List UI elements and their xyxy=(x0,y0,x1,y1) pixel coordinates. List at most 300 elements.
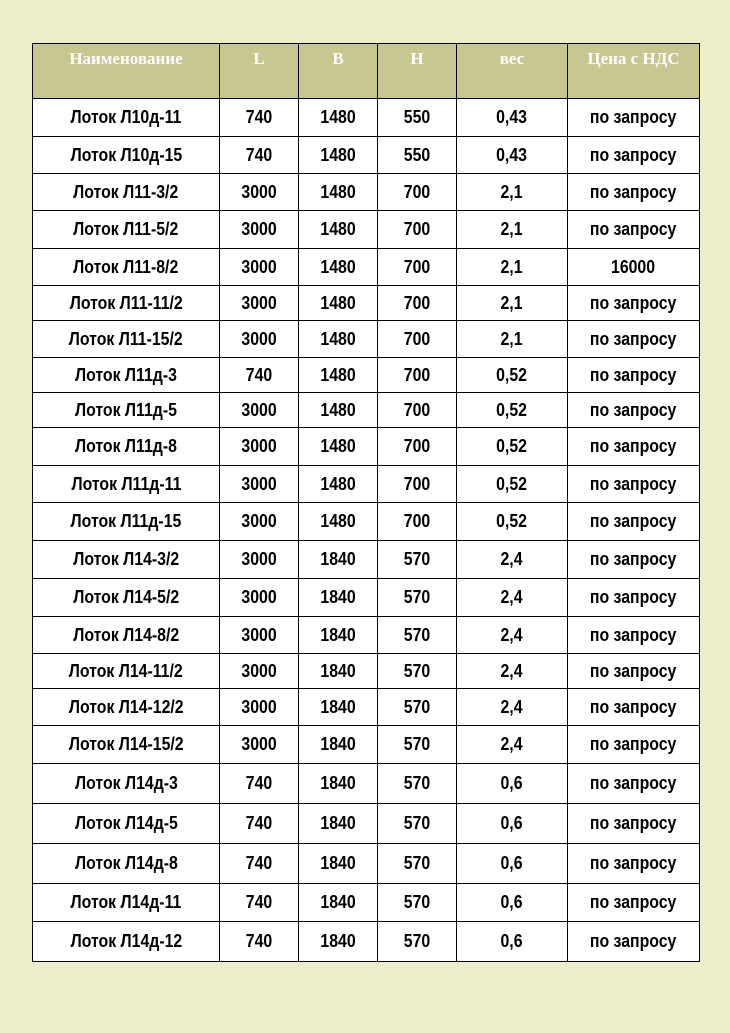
cell-length xyxy=(220,393,299,428)
table-header-row xyxy=(33,44,700,99)
cell-price xyxy=(568,211,700,249)
cell-weight xyxy=(457,393,568,428)
cell-name xyxy=(33,503,220,541)
cell-price-text: по запросу xyxy=(590,364,677,385)
cell-width xyxy=(299,884,378,922)
cell-width-text: 1480 xyxy=(320,219,356,239)
cell-height-text: 570 xyxy=(403,813,431,833)
cell-price xyxy=(568,503,700,541)
cell-height-text: 550 xyxy=(403,107,431,127)
cell-length xyxy=(220,321,299,358)
cell-name xyxy=(33,393,220,428)
cell-price xyxy=(568,286,700,321)
cell-length-text: 3000 xyxy=(241,473,277,494)
cell-height-text: 700 xyxy=(403,181,431,202)
cell-length xyxy=(220,503,299,541)
cell-height-text: 570 xyxy=(403,587,431,607)
cell-weight xyxy=(457,764,568,804)
cell-height-text: 570 xyxy=(403,931,431,951)
cell-price xyxy=(568,174,700,211)
cell-name xyxy=(33,358,220,393)
cell-length xyxy=(220,211,299,249)
cell-length-text: 3000 xyxy=(241,696,277,717)
table-row xyxy=(33,884,700,922)
cell-width-text: 1840 xyxy=(320,813,356,833)
cell-height xyxy=(378,922,457,962)
header-length: L xyxy=(220,44,299,99)
cell-height xyxy=(378,503,457,541)
cell-weight-text: 0,52 xyxy=(496,473,528,494)
cell-length-text: 3000 xyxy=(241,734,277,754)
cell-weight-text: 0,52 xyxy=(496,364,528,385)
cell-width-text: 1480 xyxy=(320,328,356,349)
cell-width-text: 1480 xyxy=(320,399,356,420)
cell-width-text: 1840 xyxy=(320,587,356,607)
cell-name-text: Лоток Л11д-5 xyxy=(75,399,177,420)
cell-price-text: по запросу xyxy=(590,773,677,793)
cell-height-text: 700 xyxy=(403,328,431,349)
cell-name-text: Лоток Л11-15/2 xyxy=(69,328,183,349)
cell-length xyxy=(220,174,299,211)
cell-width xyxy=(299,211,378,249)
cell-length xyxy=(220,286,299,321)
cell-name-text: Лоток Л11-5/2 xyxy=(73,219,179,239)
cell-width xyxy=(299,249,378,286)
cell-name xyxy=(33,137,220,174)
cell-price xyxy=(568,764,700,804)
cell-width xyxy=(299,804,378,844)
cell-height-text: 700 xyxy=(403,219,431,239)
cell-height xyxy=(378,617,457,654)
cell-price xyxy=(568,579,700,617)
cell-length xyxy=(220,922,299,962)
cell-length-text: 740 xyxy=(245,813,273,833)
cell-name-text: Лоток Л14д-11 xyxy=(70,892,182,912)
cell-name xyxy=(33,654,220,689)
cell-name-text: Лоток Л14-8/2 xyxy=(73,624,179,645)
cell-height xyxy=(378,211,457,249)
cell-length-text: 3000 xyxy=(241,181,277,202)
cell-price xyxy=(568,689,700,726)
cell-weight-text: 0,6 xyxy=(500,773,524,793)
cell-price-text: по запросу xyxy=(590,734,677,754)
cell-height-text: 570 xyxy=(403,624,431,645)
cell-weight-text: 2,1 xyxy=(500,328,524,349)
cell-price-text: по запросу xyxy=(590,107,677,127)
cell-price xyxy=(568,137,700,174)
cell-width-text: 1480 xyxy=(320,107,356,127)
cell-length-text: 740 xyxy=(245,107,273,127)
cell-height-text: 700 xyxy=(403,511,431,531)
cell-name-text: Лоток Л14-5/2 xyxy=(73,587,179,607)
cell-width xyxy=(299,321,378,358)
cell-length xyxy=(220,726,299,764)
header-name: Наименование xyxy=(33,44,220,99)
cell-name xyxy=(33,764,220,804)
cell-height-text: 570 xyxy=(403,892,431,912)
cell-price-text: по запросу xyxy=(590,328,677,349)
cell-width xyxy=(299,726,378,764)
cell-name-text: Лоток Л14-3/2 xyxy=(73,549,179,569)
cell-weight-text: 2,4 xyxy=(500,587,524,607)
cell-weight-text: 2,1 xyxy=(500,219,524,239)
cell-length xyxy=(220,249,299,286)
cell-name-text: Лоток Л11д-8 xyxy=(75,436,177,456)
cell-width xyxy=(299,137,378,174)
header-width: B xyxy=(299,44,378,99)
price-sheet xyxy=(32,43,699,962)
cell-weight xyxy=(457,358,568,393)
cell-price-text: по запросу xyxy=(590,931,677,951)
cell-width-text: 1480 xyxy=(320,292,356,313)
cell-price xyxy=(568,726,700,764)
cell-price xyxy=(568,358,700,393)
cell-length-text: 3000 xyxy=(241,328,277,349)
cell-length-text: 740 xyxy=(245,773,273,793)
cell-height xyxy=(378,393,457,428)
cell-weight-text: 2,4 xyxy=(500,549,524,569)
cell-height xyxy=(378,358,457,393)
cell-length xyxy=(220,844,299,884)
table-row xyxy=(33,804,700,844)
cell-width-text: 1840 xyxy=(320,624,356,645)
cell-price xyxy=(568,804,700,844)
cell-name xyxy=(33,541,220,579)
cell-width-text: 1480 xyxy=(320,256,356,277)
cell-price xyxy=(568,617,700,654)
cell-length-text: 3000 xyxy=(241,549,277,569)
cell-name xyxy=(33,286,220,321)
cell-width xyxy=(299,654,378,689)
cell-weight xyxy=(457,321,568,358)
cell-length xyxy=(220,541,299,579)
cell-length xyxy=(220,466,299,503)
cell-weight xyxy=(457,922,568,962)
table-row xyxy=(33,99,700,137)
cell-width xyxy=(299,541,378,579)
cell-weight xyxy=(457,428,568,466)
cell-price xyxy=(568,321,700,358)
cell-weight xyxy=(457,617,568,654)
cell-width xyxy=(299,617,378,654)
cell-width xyxy=(299,358,378,393)
cell-length-text: 3000 xyxy=(241,292,277,313)
cell-name xyxy=(33,804,220,844)
cell-length-text: 3000 xyxy=(241,436,277,456)
cell-name-text: Лоток Л14д-5 xyxy=(74,813,178,833)
cell-weight xyxy=(457,466,568,503)
cell-width-text: 1840 xyxy=(320,734,356,754)
cell-width xyxy=(299,393,378,428)
cell-weight xyxy=(457,654,568,689)
cell-weight-text: 0,6 xyxy=(500,892,524,912)
cell-height-text: 570 xyxy=(403,696,431,717)
cell-height xyxy=(378,428,457,466)
cell-weight-text: 0,43 xyxy=(496,144,528,165)
cell-name xyxy=(33,428,220,466)
cell-height xyxy=(378,764,457,804)
cell-price xyxy=(568,654,700,689)
cell-height xyxy=(378,689,457,726)
table-row xyxy=(33,286,700,321)
cell-price-text: 16000 xyxy=(611,256,656,277)
cell-length-text: 740 xyxy=(245,853,273,873)
cell-length-text: 740 xyxy=(245,931,273,951)
cell-weight-text: 2,1 xyxy=(500,292,524,313)
cell-weight xyxy=(457,286,568,321)
cell-height-text: 700 xyxy=(403,399,431,420)
cell-price xyxy=(568,844,700,884)
cell-price xyxy=(568,541,700,579)
cell-price xyxy=(568,249,700,286)
cell-weight xyxy=(457,689,568,726)
cell-weight xyxy=(457,174,568,211)
cell-width xyxy=(299,689,378,726)
table-row xyxy=(33,726,700,764)
table-row xyxy=(33,689,700,726)
cell-price xyxy=(568,393,700,428)
cell-width-text: 1840 xyxy=(320,660,356,681)
table-row xyxy=(33,321,700,358)
table-row xyxy=(33,249,700,286)
table-row xyxy=(33,358,700,393)
cell-weight xyxy=(457,804,568,844)
cell-height xyxy=(378,321,457,358)
cell-weight-text: 0,6 xyxy=(500,853,524,873)
cell-name xyxy=(33,211,220,249)
cell-weight xyxy=(457,137,568,174)
cell-weight-text: 0,43 xyxy=(496,107,528,127)
cell-length xyxy=(220,579,299,617)
cell-weight-text: 0,52 xyxy=(496,436,528,456)
cell-weight-text: 2,4 xyxy=(500,696,524,717)
cell-name-text: Лоток Л14-11/2 xyxy=(69,660,183,681)
cell-price-text: по запросу xyxy=(590,219,677,239)
cell-price xyxy=(568,884,700,922)
cell-height xyxy=(378,286,457,321)
cell-weight xyxy=(457,99,568,137)
cell-height xyxy=(378,466,457,503)
cell-weight-text: 0,6 xyxy=(500,813,524,833)
cell-width xyxy=(299,466,378,503)
cell-length-text: 3000 xyxy=(241,624,277,645)
cell-length xyxy=(220,654,299,689)
cell-weight xyxy=(457,726,568,764)
cell-weight-text: 2,1 xyxy=(500,181,524,202)
cell-width-text: 1840 xyxy=(320,696,356,717)
cell-price xyxy=(568,99,700,137)
cell-price-text: по запросу xyxy=(590,587,677,607)
cell-width-text: 1840 xyxy=(320,549,356,569)
cell-length xyxy=(220,884,299,922)
cell-weight-text: 0,6 xyxy=(500,931,524,951)
table-row xyxy=(33,503,700,541)
cell-length xyxy=(220,617,299,654)
cell-height xyxy=(378,137,457,174)
table-row xyxy=(33,617,700,654)
cell-weight-text: 0,52 xyxy=(496,399,528,420)
cell-length xyxy=(220,428,299,466)
table-row xyxy=(33,393,700,428)
cell-length xyxy=(220,689,299,726)
cell-weight xyxy=(457,249,568,286)
header-weight: вес xyxy=(457,44,568,99)
cell-name-text: Лоток Л11-8/2 xyxy=(73,256,179,277)
cell-name-text: Лоток Л14-15/2 xyxy=(68,734,184,754)
cell-width-text: 1840 xyxy=(320,853,356,873)
cell-price-text: по запросу xyxy=(590,892,677,912)
cell-width xyxy=(299,922,378,962)
cell-price-text: по запросу xyxy=(590,853,677,873)
cell-price-text: по запросу xyxy=(590,473,677,494)
cell-height-text: 570 xyxy=(403,549,431,569)
cell-width xyxy=(299,428,378,466)
cell-length-text: 3000 xyxy=(241,399,277,420)
table-row xyxy=(33,174,700,211)
cell-price-text: по запросу xyxy=(590,624,677,645)
cell-length xyxy=(220,99,299,137)
cell-weight xyxy=(457,579,568,617)
cell-length-text: 3000 xyxy=(241,511,277,531)
cell-height xyxy=(378,579,457,617)
cell-name-text: Лоток Л11д-3 xyxy=(75,364,177,385)
cell-length xyxy=(220,804,299,844)
cell-price-text: по запросу xyxy=(590,181,677,202)
cell-name xyxy=(33,579,220,617)
cell-name xyxy=(33,884,220,922)
cell-length-text: 3000 xyxy=(241,256,277,277)
cell-height xyxy=(378,884,457,922)
cell-width xyxy=(299,99,378,137)
table-row xyxy=(33,541,700,579)
table-row xyxy=(33,922,700,962)
cell-weight xyxy=(457,884,568,922)
cell-width-text: 1840 xyxy=(320,892,356,912)
cell-height xyxy=(378,804,457,844)
price-table xyxy=(32,43,700,962)
cell-length xyxy=(220,358,299,393)
cell-weight-text: 0,52 xyxy=(496,511,528,531)
cell-width-text: 1840 xyxy=(320,773,356,793)
cell-name xyxy=(33,726,220,764)
cell-weight-text: 2,4 xyxy=(500,660,524,681)
header-height: H xyxy=(378,44,457,99)
cell-name-text: Лоток Л10д-11 xyxy=(70,107,182,127)
cell-width-text: 1840 xyxy=(320,931,356,951)
cell-length xyxy=(220,137,299,174)
cell-height-text: 570 xyxy=(403,773,431,793)
table-row xyxy=(33,137,700,174)
cell-height xyxy=(378,844,457,884)
cell-width xyxy=(299,764,378,804)
cell-width xyxy=(299,579,378,617)
cell-price-text: по запросу xyxy=(590,549,677,569)
cell-length-text: 3000 xyxy=(241,587,277,607)
cell-name xyxy=(33,99,220,137)
cell-name-text: Лоток Л10д-15 xyxy=(70,144,182,165)
cell-width-text: 1480 xyxy=(320,511,356,531)
table-row xyxy=(33,654,700,689)
table-row xyxy=(33,428,700,466)
cell-width xyxy=(299,286,378,321)
cell-length-text: 740 xyxy=(245,364,273,385)
cell-width xyxy=(299,503,378,541)
cell-name-text: Лоток Л14-12/2 xyxy=(68,696,184,717)
cell-price xyxy=(568,428,700,466)
cell-name-text: Лоток Л11-3/2 xyxy=(73,181,179,202)
table-row xyxy=(33,579,700,617)
cell-height-text: 700 xyxy=(403,256,431,277)
cell-name xyxy=(33,174,220,211)
cell-length-text: 3000 xyxy=(241,660,277,681)
cell-width-text: 1480 xyxy=(320,181,356,202)
cell-width-text: 1480 xyxy=(320,473,356,494)
cell-width xyxy=(299,844,378,884)
cell-width-text: 1480 xyxy=(320,436,356,456)
cell-length-text: 740 xyxy=(245,144,273,165)
cell-name-text: Лоток Л11д-15 xyxy=(70,511,182,531)
cell-width-text: 1480 xyxy=(320,144,356,165)
cell-height-text: 700 xyxy=(403,473,431,494)
cell-name-text: Лоток Л11-11/2 xyxy=(69,292,183,313)
cell-price-text: по запросу xyxy=(590,813,677,833)
cell-name xyxy=(33,321,220,358)
cell-weight-text: 2,1 xyxy=(500,256,524,277)
cell-height-text: 570 xyxy=(403,734,431,754)
cell-length xyxy=(220,764,299,804)
cell-name xyxy=(33,689,220,726)
cell-price-text: по запросу xyxy=(590,696,677,717)
cell-weight-text: 2,4 xyxy=(500,624,524,645)
cell-height-text: 550 xyxy=(403,144,431,165)
cell-price-text: по запросу xyxy=(590,660,677,681)
cell-height xyxy=(378,541,457,579)
table-row xyxy=(33,466,700,503)
cell-name xyxy=(33,617,220,654)
cell-price-text: по запросу xyxy=(590,436,677,456)
cell-height-text: 570 xyxy=(403,853,431,873)
cell-price-text: по запросу xyxy=(590,399,677,420)
cell-price-text: по запросу xyxy=(590,144,677,165)
cell-height-text: 700 xyxy=(403,436,431,456)
cell-name xyxy=(33,249,220,286)
table-row xyxy=(33,844,700,884)
cell-height xyxy=(378,249,457,286)
header-price: Цена с НДС xyxy=(568,44,700,99)
table-row xyxy=(33,764,700,804)
cell-weight-text: 2,4 xyxy=(500,734,524,754)
cell-weight xyxy=(457,541,568,579)
cell-height xyxy=(378,174,457,211)
table-row xyxy=(33,211,700,249)
cell-height xyxy=(378,99,457,137)
cell-width-text: 1480 xyxy=(320,364,356,385)
cell-height xyxy=(378,654,457,689)
cell-name-text: Лоток Л14д-8 xyxy=(74,853,178,873)
cell-weight xyxy=(457,844,568,884)
cell-length-text: 3000 xyxy=(241,219,277,239)
cell-price xyxy=(568,466,700,503)
cell-height-text: 700 xyxy=(403,364,431,385)
cell-price-text: по запросу xyxy=(590,511,677,531)
cell-price xyxy=(568,922,700,962)
cell-price-text: по запросу xyxy=(590,292,677,313)
cell-length-text: 740 xyxy=(245,892,273,912)
cell-height xyxy=(378,726,457,764)
table-body xyxy=(33,99,700,962)
cell-name xyxy=(33,922,220,962)
cell-weight xyxy=(457,211,568,249)
